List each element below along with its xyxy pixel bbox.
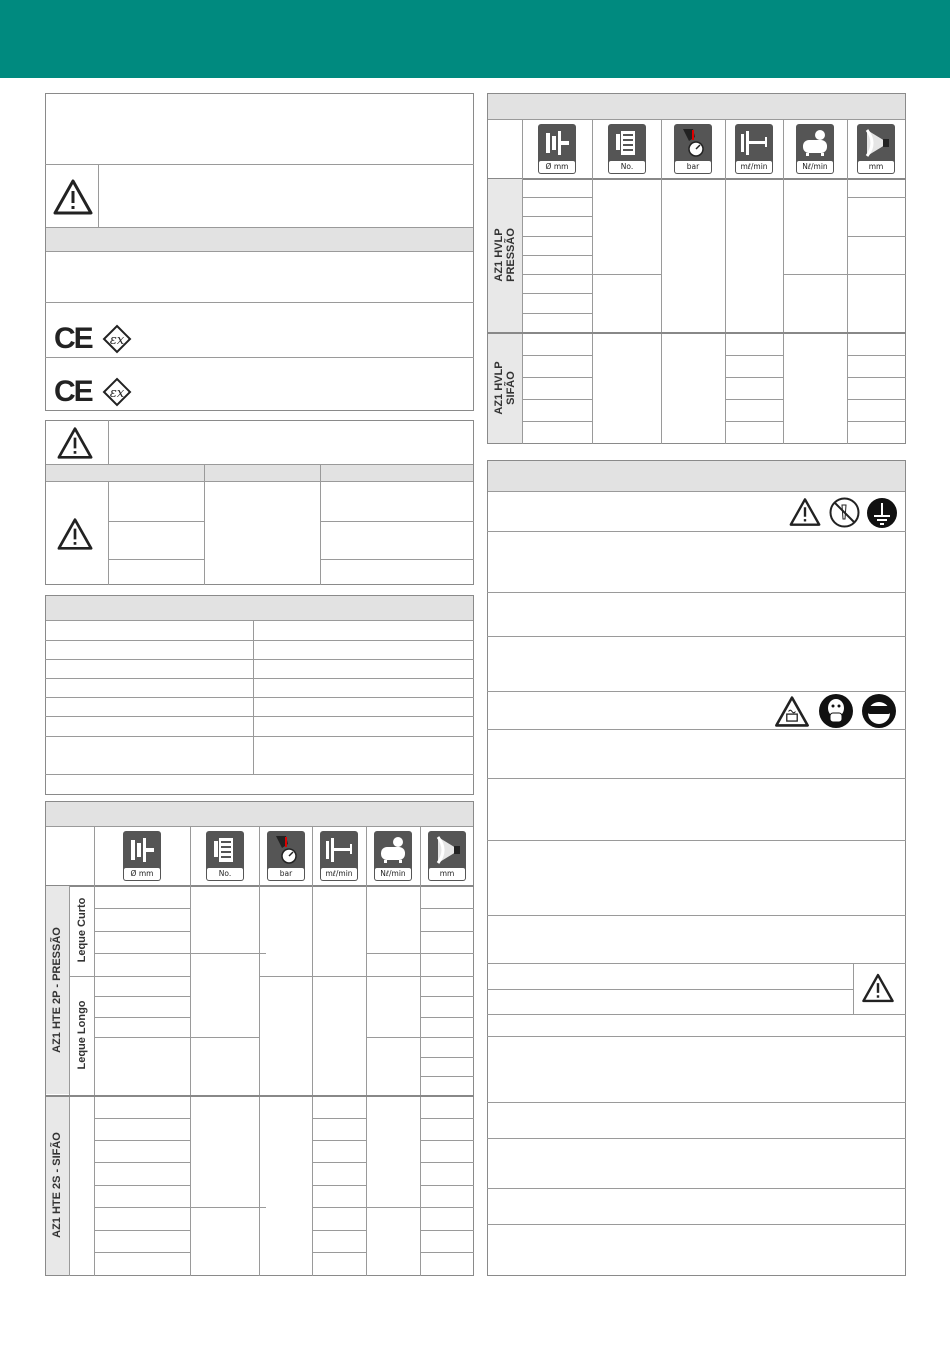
ground-icon <box>866 497 898 529</box>
pressure-gauge-icon: bar <box>267 831 305 881</box>
warning-triangle-icon <box>52 178 94 216</box>
warning-triangle-icon <box>56 426 94 460</box>
safety-info-panel <box>45 93 474 411</box>
ex-mark-icon <box>102 377 132 407</box>
group-label: AZ1 HTE 2P - PRESSÃO <box>51 927 63 1053</box>
ce-mark: CE <box>54 322 92 355</box>
respirator-mask-icon <box>818 693 854 729</box>
warning-triangle-icon <box>861 972 895 1004</box>
section-header <box>488 461 905 492</box>
section-header <box>46 802 473 827</box>
ce-mark: CE <box>54 375 92 408</box>
group-label: AZ1 HVLP SIFÃO <box>493 361 517 415</box>
group-label: AZ1 HTE 2S - SIFÃO <box>51 1132 63 1238</box>
ex-mark-icon <box>102 324 132 354</box>
group-label: AZ1 HVLP PRESSÃO <box>493 228 517 282</box>
nozzle-diameter-icon: Ø mm <box>123 831 161 881</box>
warning-table <box>45 420 474 585</box>
section-header <box>488 94 905 120</box>
table-header-row <box>46 464 473 482</box>
no-smoking-icon <box>829 497 860 528</box>
warning-triangle-icon <box>788 497 822 527</box>
safety-instructions-panel <box>487 460 906 1276</box>
spray-width-icon: mm <box>428 831 466 881</box>
air-cap-number-icon: No. <box>206 831 244 881</box>
nozzle-diameter-icon: Ø mm <box>538 124 576 174</box>
safety-goggles-icon <box>861 693 897 729</box>
air-cap-number-icon: No. <box>608 124 646 174</box>
header-band <box>0 0 950 78</box>
svg-text:εx: εx <box>109 333 125 348</box>
technical-data-table <box>45 595 474 795</box>
spray-width-icon: mm <box>857 124 895 174</box>
svg-text:εx: εx <box>109 386 125 401</box>
warning-triangle-icon <box>56 517 94 551</box>
hazard-fumes-icon <box>773 695 811 728</box>
air-consumption-icon: Nℓ/min <box>374 831 412 881</box>
section-header <box>46 227 473 252</box>
pressure-gauge-icon: bar <box>674 124 712 174</box>
section-header <box>46 596 473 621</box>
subgroup-label: Leque Longo <box>76 1000 88 1070</box>
air-consumption-icon: Nℓ/min <box>796 124 834 174</box>
fluid-flow-icon: mℓ/min <box>735 124 773 174</box>
fluid-flow-icon: mℓ/min <box>320 831 358 881</box>
subgroup-label: Leque Curto <box>76 897 88 963</box>
